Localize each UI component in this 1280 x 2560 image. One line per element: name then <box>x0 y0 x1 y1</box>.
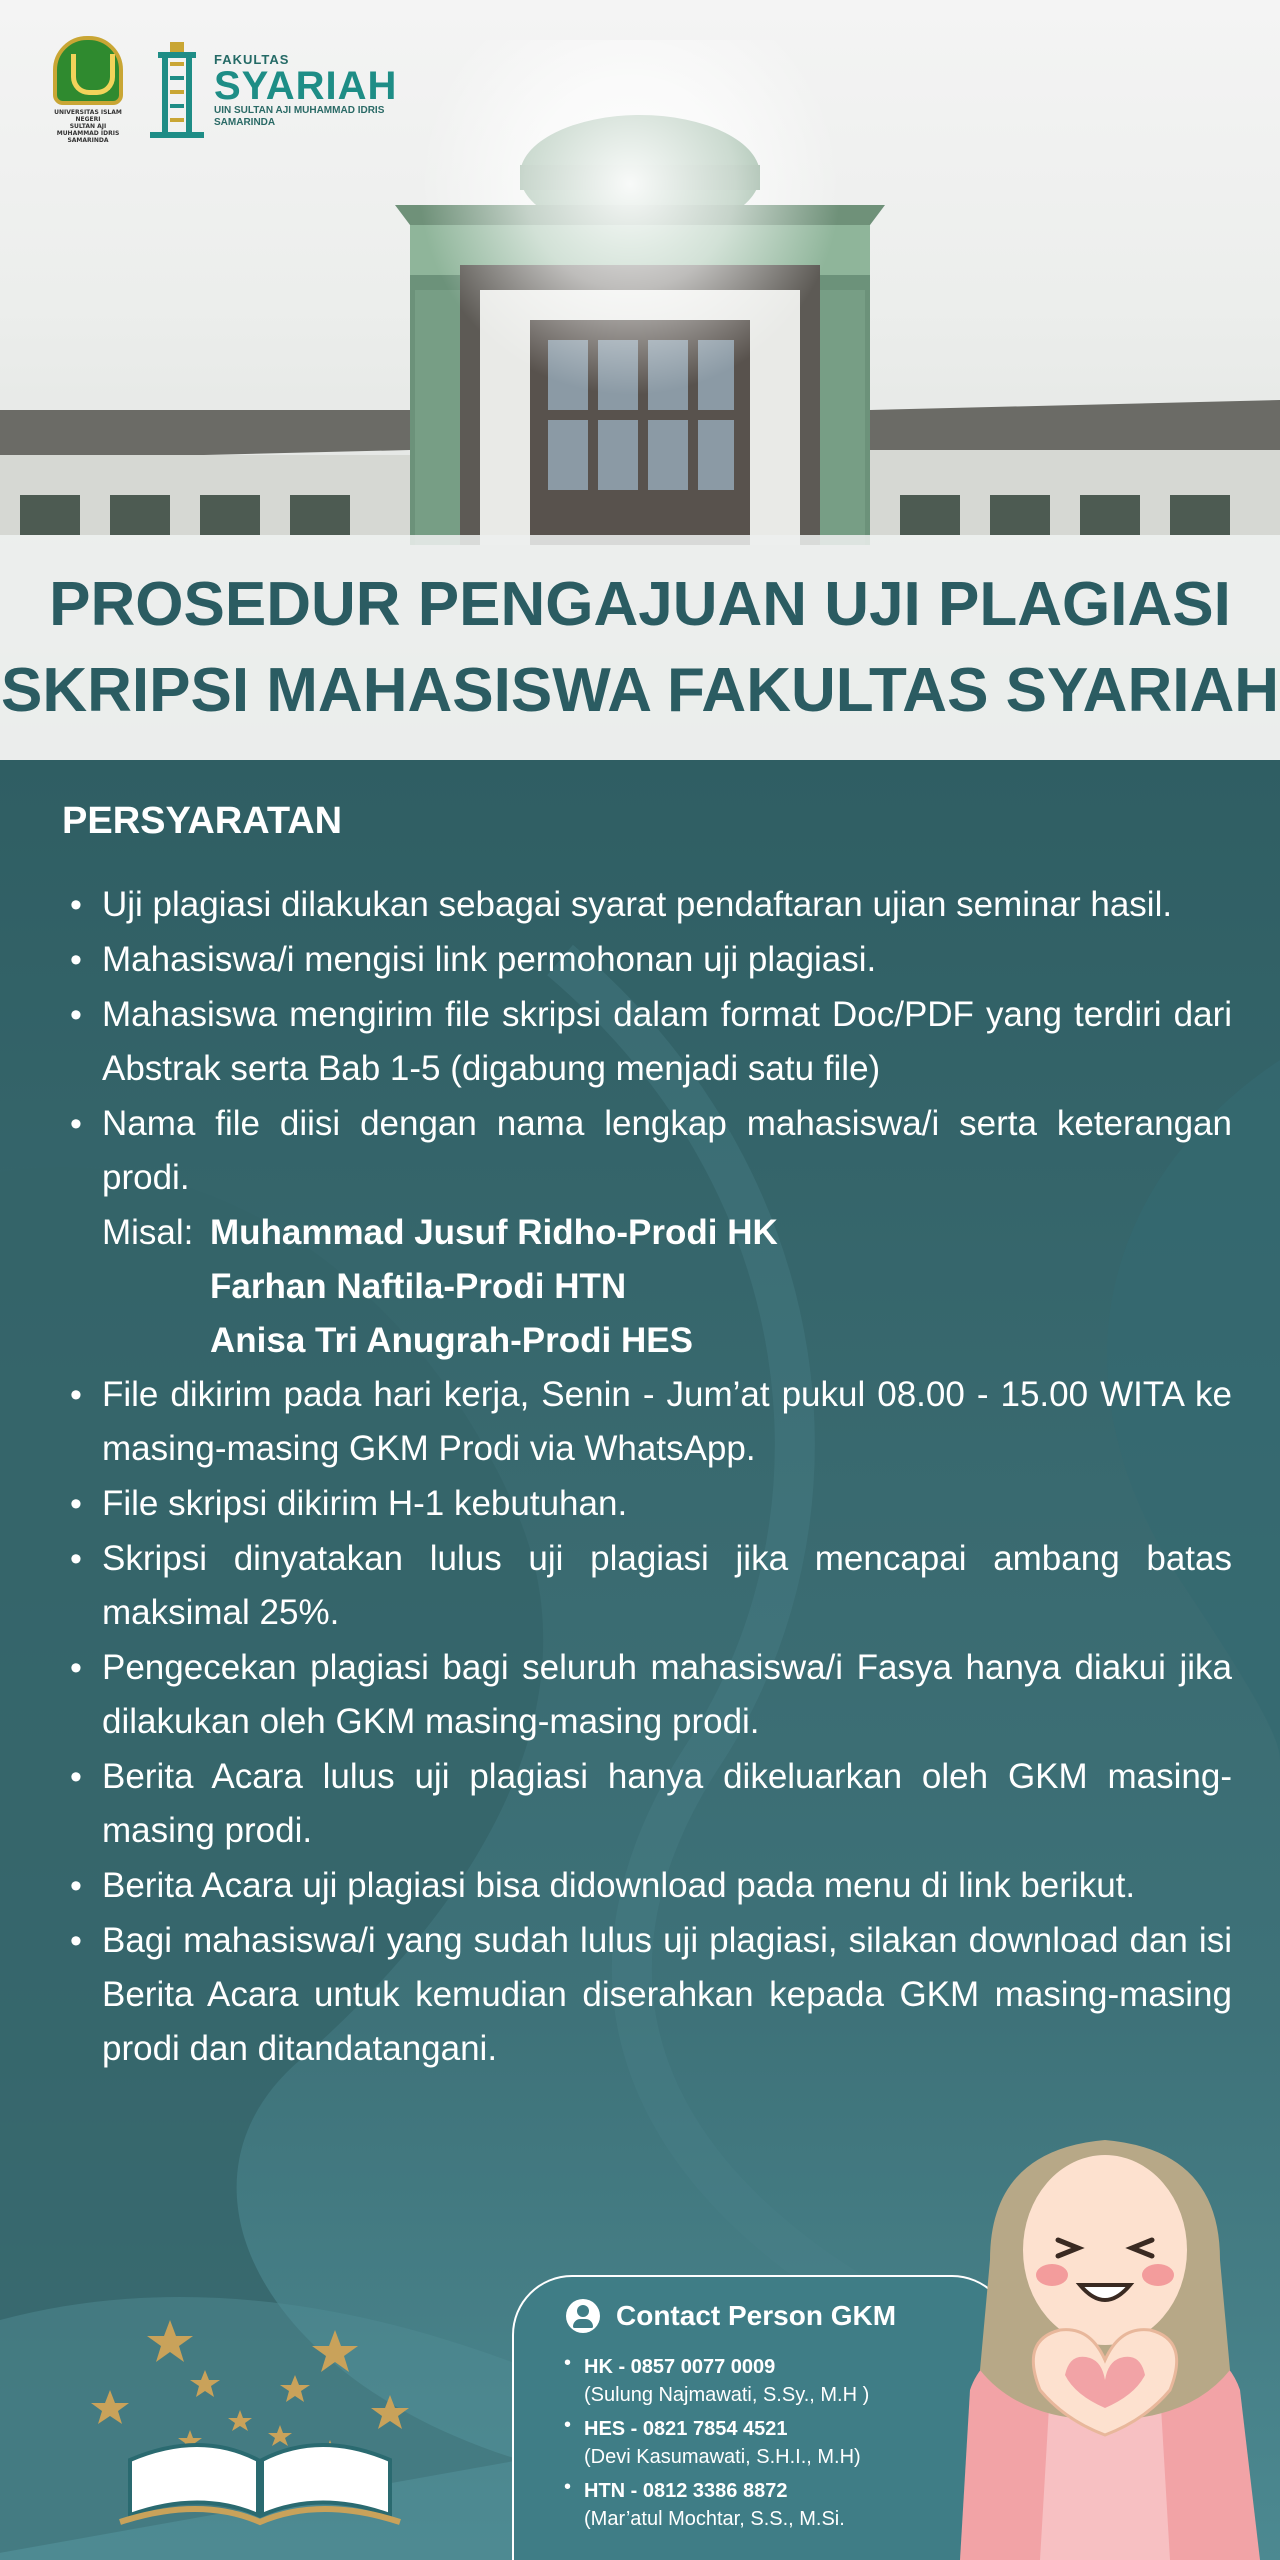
requirements-heading: PERSYARATAN <box>62 800 343 842</box>
hijab-girl-heart-illustration <box>930 2090 1280 2560</box>
list-item: • File skripsi dikirim H-1 kebutuhan. <box>62 1477 1232 1531</box>
person-icon <box>566 2299 600 2333</box>
contact-name: (Mar’atul Mochtar, S.S., M.Si. <box>584 2508 845 2530</box>
contact-name: (Devi Kasumawati, S.H.I., M.H) <box>584 2446 861 2468</box>
faculty-logo-line2: SYARIAH <box>214 63 398 108</box>
faculty-logo <box>150 42 397 138</box>
list-item: • Berita Acara uji plagiasi bisa didownload pada menu di link berikut. <box>62 1859 1232 1913</box>
list-item: • Pengecekan plagiasi bagi seluruh mahasiswa/i Fasya hanya diakui jika dilakukan oleh GKM masing-masing prodi. <box>62 1641 1232 1749</box>
contact-title: Contact Person GKM <box>616 2300 897 2331</box>
example-name: Anisa Tri Anugrah-Prodi HES <box>210 1321 693 1360</box>
example-label: Misal: <box>102 1213 194 1252</box>
hero-photo <box>0 0 1280 760</box>
page-title-line2: SKRIPSI MAHASISWA FAKULTAS SYARIAH <box>1 655 1279 725</box>
contact-phone[interactable]: • HTN - 0812 3386 8872 <box>584 2480 788 2502</box>
requirements-list <box>62 878 1232 2077</box>
page-title-line1: PROSEDUR PENGAJUAN UJI PLAGIASI <box>49 569 1231 639</box>
list-item: • Bagi mahasiswa/i yang sudah lulus uji plagiasi, silakan download dan isi Berita Acara untuk kemudian diserahkan kepada GKM masing-masing prodi dan ditandatangani. <box>62 1914 1232 2076</box>
list-item: • Nama file diisi dengan nama lengkap mahasiswa/i serta keterangan prodi. <box>62 1097 1232 1205</box>
example-name: Farhan Naftila-Prodi HTN <box>210 1267 627 1306</box>
contact-name: (Sulung Najmawati, S.Sy., M.H ) <box>584 2384 870 2406</box>
list-item: • Skripsi dinyatakan lulus uji plagiasi jika mencapai ambang batas maksimal 25%. <box>62 1532 1232 1640</box>
contact-header <box>566 2299 896 2333</box>
faculty-logo-line4: SAMARINDA <box>214 116 276 128</box>
logo-group <box>50 36 397 144</box>
example-names <box>210 1206 778 1368</box>
filename-example <box>62 1206 1232 1368</box>
title-band <box>0 535 1280 760</box>
university-logo <box>50 36 126 144</box>
university-emblem-icon <box>53 36 123 105</box>
open-book-icon <box>90 2300 430 2530</box>
star-icon <box>91 2320 409 2461</box>
faculty-logo-line1: FAKULTAS <box>214 51 290 67</box>
list-item: • Berita Acara lulus uji plagiasi hanya dikeluarkan oleh GKM masing-masing prodi. <box>62 1750 1232 1858</box>
university-logo-caption: UNIVERSITAS ISLAM NEGERI SULTAN AJI MUHAMMAD IDRIS SAMARINDA <box>54 109 122 144</box>
list-item: • File dikirim pada hari kerja, Senin - Jum’at pukul 08.00 - 15.00 WITA ke masing-masing GKM Prodi via WhatsApp. <box>62 1368 1232 1476</box>
list-item: • Uji plagiasi dilakukan sebagai syarat pendaftaran ujian seminar hasil. <box>62 878 1232 932</box>
faculty-tower-icon <box>150 42 204 138</box>
list-item: • Mahasiswa/i mengisi link permohonan uji plagiasi. <box>62 933 1232 987</box>
contact-phone[interactable]: • HES - 0821 7854 4521 <box>584 2418 788 2440</box>
faculty-logo-line3: UIN SULTAN AJI MUHAMMAD IDRIS <box>214 104 385 116</box>
contact-phone[interactable]: • HK - 0857 0077 0009 <box>584 2356 776 2378</box>
list-item: • Mahasiswa mengirim file skripsi dalam format Doc/PDF yang terdiri dari Abstrak serta Bab 1-5 (digabung menjadi satu file) <box>62 988 1232 1096</box>
sun-glare <box>420 40 840 400</box>
example-name: Muhammad Jusuf Ridho-Prodi HK <box>210 1213 778 1252</box>
